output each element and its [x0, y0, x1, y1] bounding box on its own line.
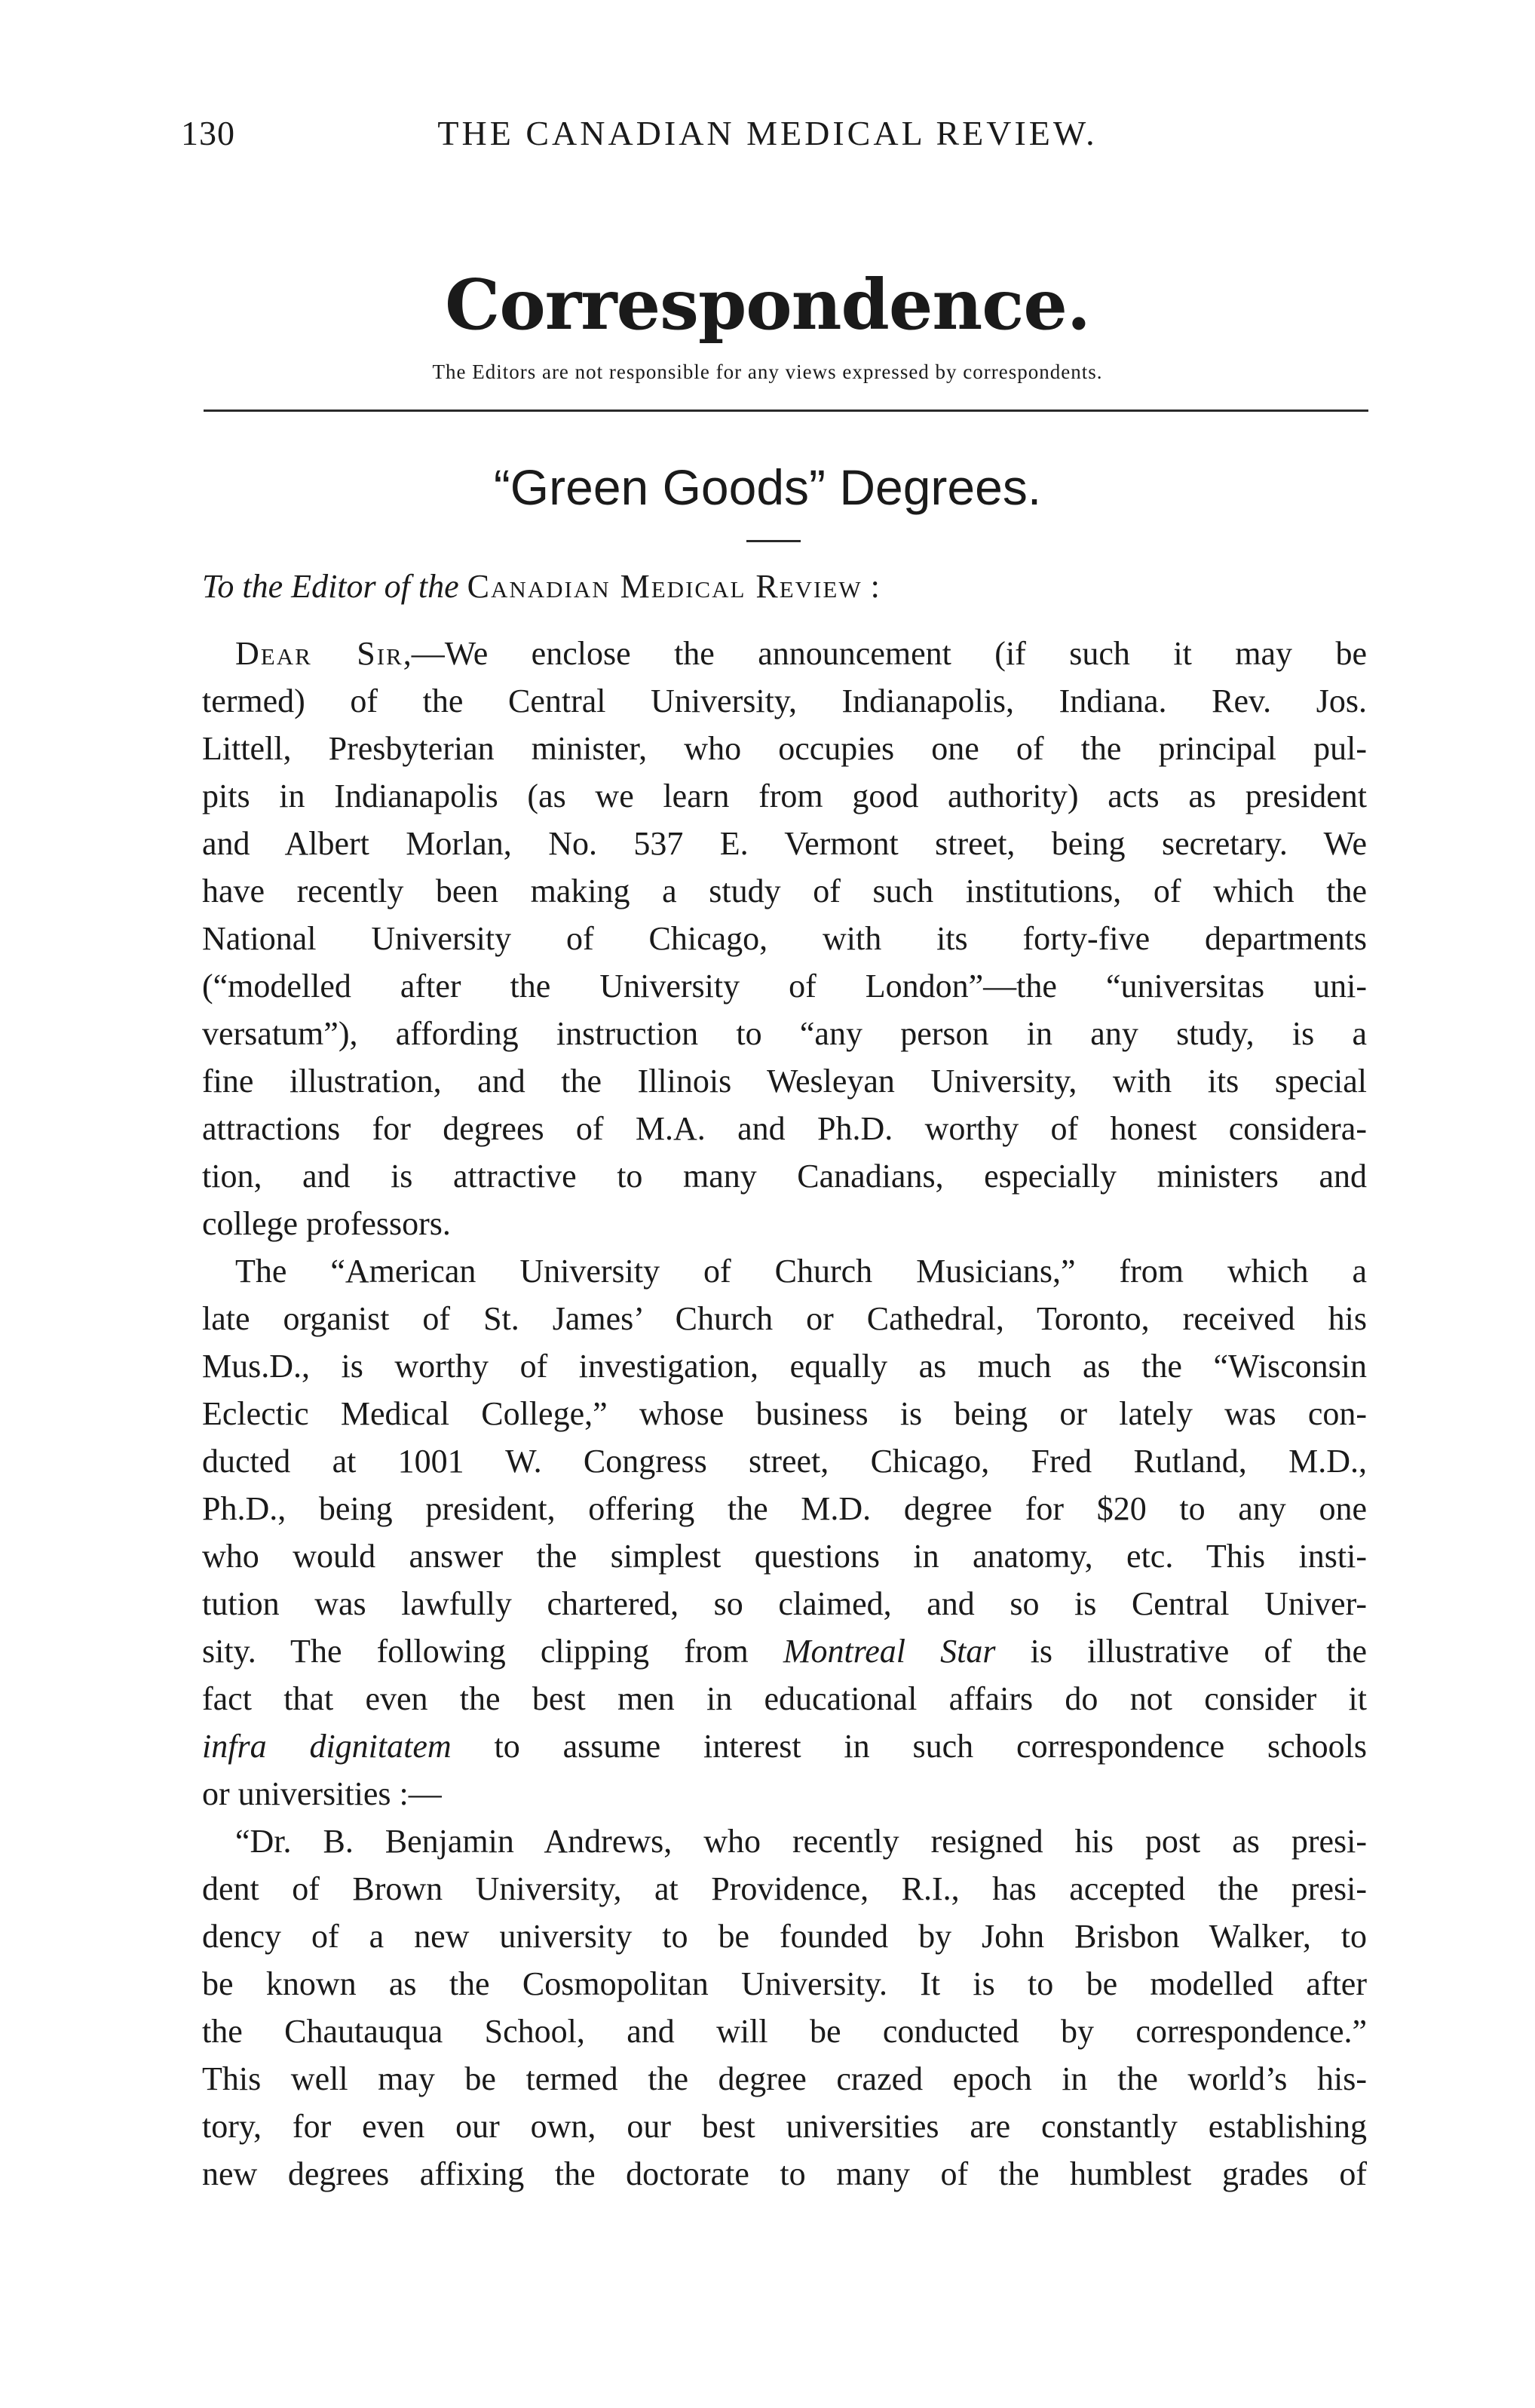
text-line — [202, 677, 1367, 725]
text-run: tion, and is attractive to many Canadians, especially ministers and — [202, 1158, 1367, 1195]
text-run: ,—We enclose the announcement (if such it may be — [403, 635, 1367, 672]
text-line — [202, 2150, 1367, 2198]
text-line — [202, 1675, 1367, 1722]
text-run: and Albert Morlan, No. 537 E. Vermont street, being secretary. We — [202, 825, 1367, 862]
text-run: sity. The following clipping from — [202, 1633, 783, 1670]
text-line — [202, 1627, 1367, 1675]
text-run: pits in Indianapolis (as we learn from good authority) acts as president — [202, 778, 1367, 814]
text-line — [202, 772, 1367, 820]
text-line — [202, 1960, 1367, 2008]
salutation — [202, 567, 880, 606]
salutation-end: : — [870, 568, 880, 605]
text-run: is illustrative of the — [995, 1633, 1368, 1670]
text-run: (“modelled after the University of London”—the “universitas uni- — [202, 968, 1367, 1005]
text-line — [202, 1105, 1367, 1152]
text-line — [202, 1390, 1367, 1437]
text-run: infra dignitatem — [202, 1728, 452, 1765]
text-line — [202, 1532, 1367, 1580]
text-run: This well may be termed the degree crazed epoch in the world’s his- — [202, 2060, 1367, 2097]
text-line — [202, 1152, 1367, 1200]
text-run: ducted at 1001 W. Congress street, Chicago, Fred Rutland, M.D., — [202, 1443, 1367, 1480]
text-run: to assume interest in such correspondence schools — [451, 1728, 1367, 1765]
text-line — [202, 725, 1367, 772]
text-line — [202, 1200, 1367, 1247]
text-run: who would answer the simplest questions in anatomy, etc. This insti- — [202, 1538, 1367, 1575]
text-line — [202, 1437, 1367, 1485]
text-run: fact that even the best men in educational affairs do not consider it — [202, 1680, 1367, 1717]
section-divider — [204, 410, 1368, 412]
letter-body — [202, 630, 1367, 2198]
text-line — [202, 1010, 1367, 1057]
text-run: late organist of St. James’ Church or Cathedral, Toronto, received his — [202, 1300, 1367, 1337]
text-line — [202, 2103, 1367, 2150]
text-line — [202, 867, 1367, 915]
text-run: the Chautauqua School, and will be conducted by correspondence.” — [202, 2013, 1367, 2050]
text-line — [202, 2055, 1367, 2103]
text-line — [202, 1913, 1367, 1960]
text-run: Montreal Star — [783, 1633, 996, 1670]
text-run: Eclectic Medical College,” whose business is being or lately was con- — [202, 1395, 1367, 1432]
text-run: “Dr. B. Benjamin Andrews, who recently resigned his post as presi- — [235, 1823, 1367, 1860]
text-run: Dear Sir — [235, 635, 403, 672]
text-line — [202, 1247, 1367, 1295]
running-title: THE CANADIAN MEDICAL REVIEW. — [437, 114, 1098, 152]
text-run: termed) of the Central University, Indianapolis, Indiana. Rev. Jos. — [202, 683, 1367, 719]
text-line — [202, 915, 1367, 962]
text-run: Ph.D., being president, offering the M.D. degree for $20 to any one — [202, 1490, 1367, 1527]
text-line — [202, 1865, 1367, 1913]
letter-title: “Green Goods” Degrees. — [493, 459, 1042, 515]
text-line — [202, 962, 1367, 1010]
text-run: be known as the Cosmopolitan University. It is to be modelled after — [202, 1965, 1367, 2002]
text-run: fine illustration, and the Illinois Wesleyan University, with its special — [202, 1063, 1367, 1100]
text-run: dency of a new university to be founded by John Brisbon Walker, to — [202, 1918, 1367, 1955]
text-line — [202, 630, 1367, 677]
text-run: have recently been making a study of such institutions, of which the — [202, 873, 1367, 910]
text-line — [202, 2008, 1367, 2055]
text-run: tution was lawfully chartered, so claimed, and so is Central Univer- — [202, 1585, 1367, 1622]
text-run: or universities :— — [202, 1775, 442, 1812]
text-line — [202, 1295, 1367, 1342]
editors-note: The Editors are not responsible for any views expressed by correspondents. — [432, 360, 1103, 383]
text-run: versatum”), affording instruction to “any person in any study, is a — [202, 1015, 1367, 1052]
text-run: new degrees affixing the doctorate to many of the humblest grades of — [202, 2155, 1367, 2192]
salutation-italic: To the Editor of the — [202, 568, 459, 605]
text-line — [202, 1818, 1367, 1865]
text-line — [202, 820, 1367, 867]
text-run: college professors. — [202, 1205, 451, 1242]
text-line — [202, 1770, 1367, 1818]
text-run: tory, for even our own, our best universities are constantly establishing — [202, 2108, 1367, 2145]
text-line — [202, 1057, 1367, 1105]
text-run: The “American University of Church Musicians,” from which a — [235, 1253, 1367, 1290]
text-line — [202, 1722, 1367, 1770]
salutation-journal: Canadian Medical Review — [467, 568, 862, 605]
text-run: National University of Chicago, with its forty-five departments — [202, 920, 1367, 957]
title-divider — [746, 540, 801, 542]
text-run: attractions for degrees of M.A. and Ph.D. worthy of honest considera- — [202, 1110, 1367, 1147]
text-run: dent of Brown University, at Providence, R.I., has accepted the presi- — [202, 1870, 1367, 1907]
text-line — [202, 1342, 1367, 1390]
text-line — [202, 1485, 1367, 1532]
text-run: Littell, Presbyterian minister, who occupies one of the principal pul- — [202, 730, 1367, 767]
section-title: Correspondence. — [445, 264, 1090, 345]
page-number: 130 — [181, 114, 235, 152]
text-run: Mus.D., is worthy of investigation, equally as much as the “Wisconsin — [202, 1348, 1367, 1385]
text-line — [202, 1580, 1367, 1627]
